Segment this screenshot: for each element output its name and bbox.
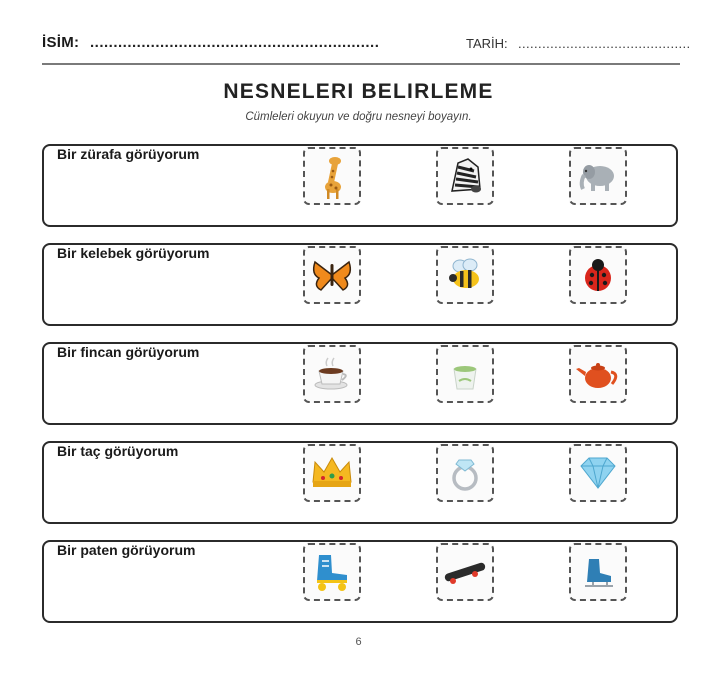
- ladybug-icon: [571, 248, 625, 302]
- option-crown[interactable]: [303, 444, 361, 502]
- ring-icon: [438, 446, 492, 500]
- teapot-icon: [571, 347, 625, 401]
- option-teapot[interactable]: [569, 345, 627, 403]
- giraffe-icon: [305, 149, 359, 203]
- header: [42, 34, 691, 56]
- question-row-skate: [42, 540, 678, 623]
- question-label: Bir kelebek görüyorum: [57, 245, 210, 261]
- header-divider: [42, 63, 680, 65]
- page-number: 6: [355, 636, 362, 648]
- option-skateboard[interactable]: [436, 543, 494, 601]
- question-label: Bir fincan görüyorum: [57, 344, 200, 360]
- option-ring[interactable]: [436, 444, 494, 502]
- option-coffee-cup[interactable]: [303, 345, 361, 403]
- bee-icon: [438, 248, 492, 302]
- option-bee[interactable]: [436, 246, 494, 304]
- question-row-cup: [42, 342, 678, 425]
- page-title: NESNELERI BELIRLEME: [223, 80, 494, 103]
- option-giraffe[interactable]: [303, 147, 361, 205]
- date-label: TARİH:: [466, 36, 508, 51]
- option-ice-skate[interactable]: [569, 543, 627, 601]
- coffee-cup-icon: [305, 347, 359, 401]
- question-row-giraffe: [42, 144, 678, 227]
- question-row-crown: [42, 441, 678, 524]
- question-label: Bir taç görüyorum: [57, 443, 179, 459]
- butterfly-icon: [305, 248, 359, 302]
- skateboard-icon: [438, 545, 492, 599]
- diamond-icon: [571, 446, 625, 500]
- option-ladybug[interactable]: [569, 246, 627, 304]
- tea-cup-icon: [438, 347, 492, 401]
- option-elephant[interactable]: [569, 147, 627, 205]
- option-roller-skate[interactable]: [303, 543, 361, 601]
- elephant-icon: [571, 149, 625, 203]
- question-row-butterfly: [42, 243, 678, 326]
- ice-skate-icon: [571, 545, 625, 599]
- roller-skate-icon: [305, 545, 359, 599]
- crown-icon: [305, 446, 359, 500]
- question-label: Bir paten görüyorum: [57, 542, 196, 558]
- option-diamond[interactable]: [569, 444, 627, 502]
- question-label: Bir zürafa görüyorum: [57, 146, 200, 162]
- option-tea-cup[interactable]: [436, 345, 494, 403]
- option-zebra[interactable]: [436, 147, 494, 205]
- name-field[interactable]: ..............................................................: [90, 34, 380, 51]
- name-label: İSİM:: [42, 34, 80, 51]
- date-field[interactable]: ...........................................: [518, 36, 691, 51]
- zebra-icon: [438, 149, 492, 203]
- option-butterfly[interactable]: [303, 246, 361, 304]
- instructions: Cümleleri okuyun ve doğru nesneyi boyayın.: [245, 111, 472, 123]
